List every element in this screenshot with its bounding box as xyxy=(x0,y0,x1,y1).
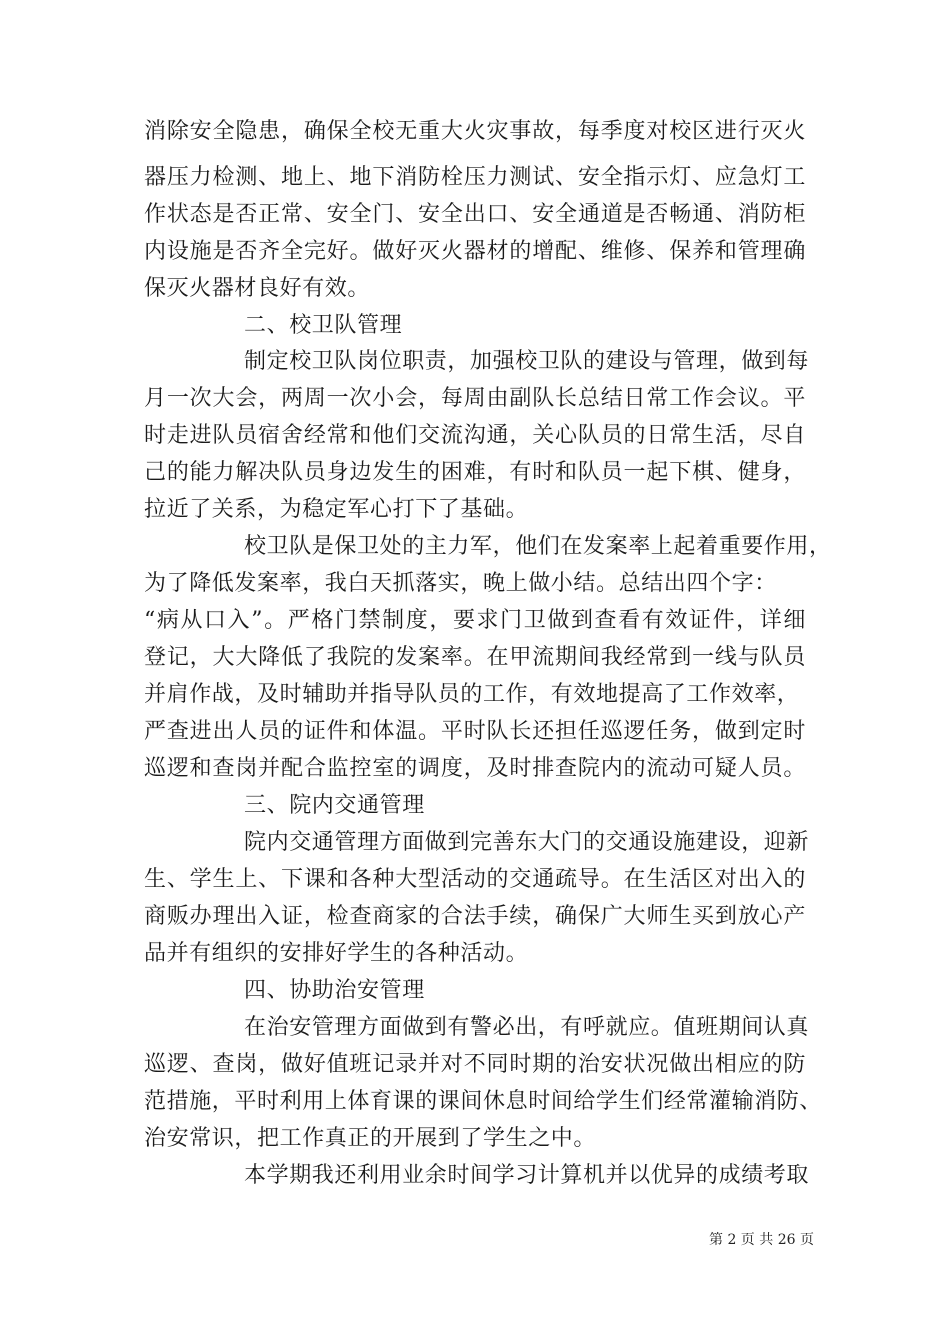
paragraph-first-line: 校卫队是保卫处的主力军，他们在发案率上起着重要作用， xyxy=(244,534,832,559)
body-text-line: “病从口入”。严格门禁制度，要求门卫做到查看有效证件，详细 xyxy=(144,608,806,633)
paragraph-first-line: 制定校卫队岗位职责，加强校卫队的建设与管理，做到每 xyxy=(244,349,810,374)
body-text-line: 内设施是否齐全完好。做好灭火器材的增配、维修、保养和管理确 xyxy=(144,239,806,264)
body-text-line: 登记，大大降低了我院的发案率。在甲流期间我经常到一线与队员 xyxy=(144,645,806,670)
body-text-line: 巡逻和查岗并配合监控室的调度，及时排查院内的流动可疑人员。 xyxy=(144,756,806,781)
section-heading-4: 四、协助治安管理 xyxy=(244,978,425,1003)
body-text-line: 范措施，平时利用上体育课的课间休息时间给学生们经常灌输消防、 xyxy=(144,1089,823,1114)
page-number-footer: 第 2 页 共 26 页 xyxy=(709,1232,814,1248)
body-text-line: 作状态是否正常、安全门、安全出口、安全通道是否畅通、消防柜 xyxy=(144,202,806,227)
body-text-line: 己的能力解决队员身边发生的困难，有时和队员一起下棋、健身， xyxy=(144,460,806,485)
body-text-line: 时走进队员宿舍经常和他们交流沟通，关心队员的日常生活，尽自 xyxy=(144,423,806,448)
paragraph-first-line: 在治安管理方面做到有警必出，有呼就应。值班期间认真 xyxy=(244,1015,810,1040)
body-text-line: 保灭火器材良好有效。 xyxy=(144,276,371,301)
section-heading-3: 三、院内交通管理 xyxy=(244,793,425,818)
body-text-line: 消除安全隐患，确保全校无重大火灾事故，每季度对校区进行灭火 xyxy=(144,119,806,144)
paragraph-first-line: 本学期我还利用业余时间学习计算机并以优异的成绩考取 xyxy=(244,1163,810,1188)
body-text-line: 品并有组织的安排好学生的各种活动。 xyxy=(144,941,529,966)
body-text-line: 巡逻、查岗，做好值班记录并对不同时期的治安状况做出相应的防 xyxy=(144,1052,806,1077)
body-text-line: 严查进出人员的证件和体温。平时队长还担任巡逻任务，做到定时 xyxy=(144,719,806,744)
body-text-line: 生、学生上、下课和各种大型活动的交通疏导。在生活区对出入的 xyxy=(144,867,806,892)
paragraph-first-line: 院内交通管理方面做到完善东大门的交通设施建设，迎新 xyxy=(244,830,810,855)
body-text-line: 月一次大会，两周一次小会，每周由副队长总结日常工作会议。平 xyxy=(144,386,806,411)
body-text-line: 为了降低发案率，我白天抓落实，晚上做小结。总结出四个字： xyxy=(144,571,777,596)
body-text-line: 并肩作战，及时辅助并指导队员的工作，有效地提高了工作效率， xyxy=(144,682,800,707)
body-text-line: 器压力检测、地上、地下消防栓压力测试、安全指示灯、应急灯工 xyxy=(144,165,806,190)
body-text-line: 治安常识，把工作真正的开展到了学生之中。 xyxy=(144,1126,597,1151)
section-heading-2: 二、校卫队管理 xyxy=(244,313,403,338)
body-text-line: 商贩办理出入证，检查商家的合法手续，确保广大师生买到放心产 xyxy=(144,904,806,929)
body-text-line: 拉近了关系，为稳定军心打下了基础。 xyxy=(144,497,529,522)
